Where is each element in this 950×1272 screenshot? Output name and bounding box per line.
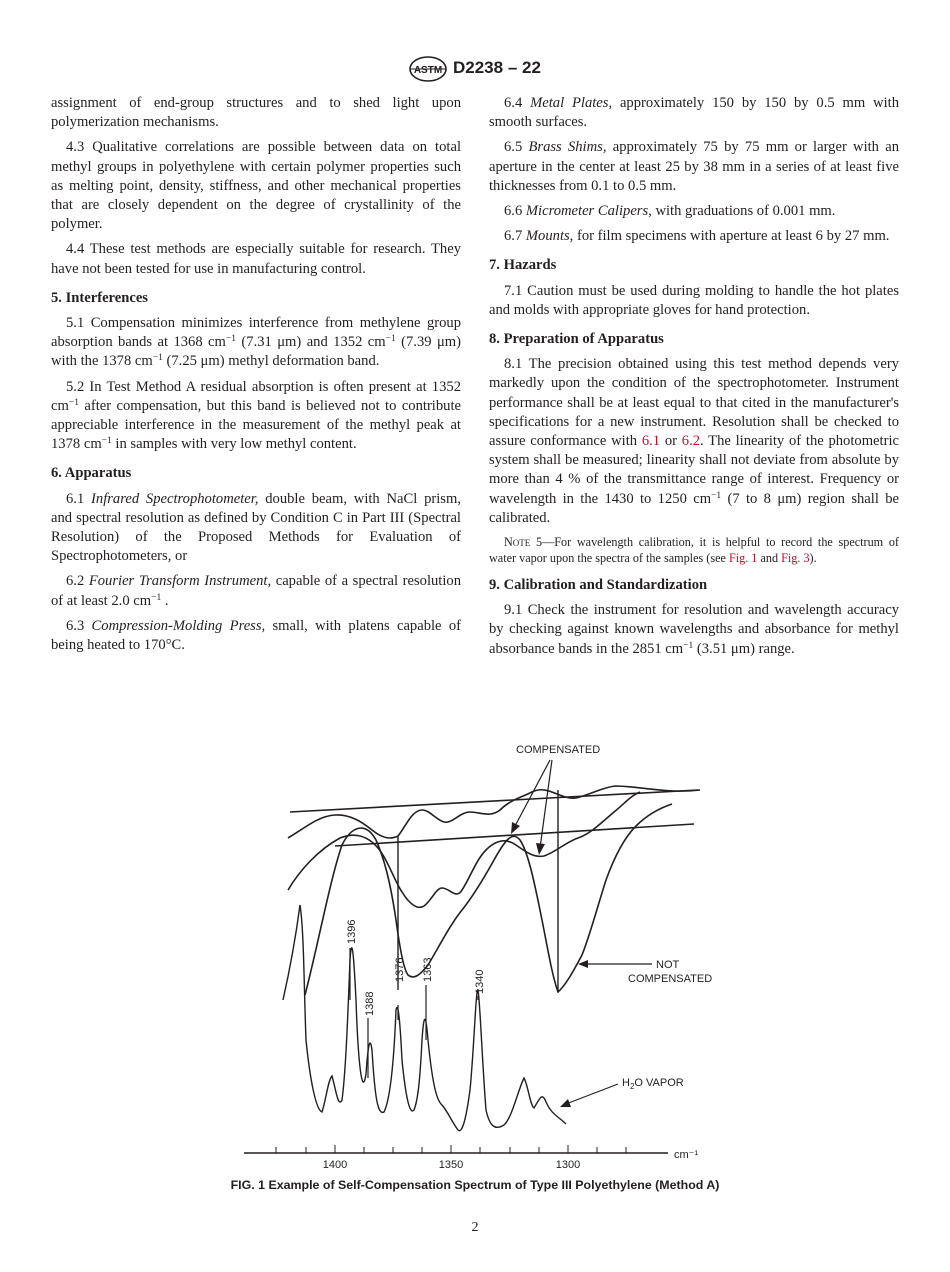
section-6-heading: 6. Apparatus [51, 465, 132, 482]
not-compensated-curve [305, 804, 672, 995]
peak-label-1388: 1388 [364, 991, 376, 1016]
paragraph-7-1: 7.1 Caution must be used during molding to handle the hot plates and molds with appropriate gloves for hand protection. [489, 282, 899, 318]
left-column [51, 94, 461, 661]
label-compensated: COMPENSATED [516, 744, 601, 756]
compensated-arrowhead-1 [511, 822, 520, 834]
paragraph-6-3: 6.3 Compression-Molding Press, small, with platens capable of being heated to 170°C. [51, 617, 461, 654]
peak-label-1340: 1340 [474, 969, 486, 994]
x-axis-unit: cm⁻¹ [674, 1149, 699, 1161]
water-vapor-spectrum [283, 905, 566, 1131]
paragraph-5-2: 5.2 In Test Method A residual absorption is often present at 1352 $cm^{-1}$ after compensation, but this band is believed not to contribute appreciable interference in the measurement of the methyl peak at 1378 $cm^{-1}$ in samples with very low methyl content. [51, 378, 461, 453]
peak-label-1396: 1396 [346, 919, 358, 944]
paragraph-6-7: 6.7 Mounts, for film specimens with aperture at least 6 by 27 mm. [504, 228, 890, 245]
paragraph-5-1: 5.1 Compensation minimizes interference from methylene group absorption bands at 1368 $cm^{-1}$ (7.31 μm) and 1352 $cm^{-1}$ (7.39 μm) with the 1378 $cm^{-1}$ (7.25 μm) methyl deformation band. [51, 315, 462, 370]
paragraph-4-2-end: assignment of end-group structures and to shed light upon polymerization mechanisms. [51, 95, 461, 131]
logo-text: ASTM [413, 65, 443, 76]
astm-logo-icon [408, 56, 448, 82]
paragraph-6-5: 6.5 Brass Shims, approximately 75 by 75 mm or larger with an aperture in the center at least 25 by 38 mm in a series of at least five thicknesses from 0.1 to 0.5 mm. [489, 139, 899, 194]
label-not-line1: NOT [656, 959, 680, 971]
label-h2o-vapor: $H_2O$ VAPOR [622, 1077, 684, 1091]
section-8-heading: 8. Preparation of Apparatus [489, 331, 664, 348]
ref-6-1-link[interactable]: 6.1 [641, 433, 661, 450]
ref-6-2-link[interactable]: 6.2 [681, 433, 701, 450]
page-number: 2 [471, 1220, 479, 1235]
ref-fig-3-link[interactable]: Fig. 3 [781, 551, 810, 566]
figure-caption: FIG. 1 Example of Self-Compensation Spectrum of Type III Polyethylene (Method A) [230, 1178, 720, 1192]
compensated-arrowhead-2 [536, 843, 545, 855]
x-tick-1350: 1350 [438, 1159, 464, 1171]
section-5-heading: 5. Interferences [51, 289, 148, 306]
h2o-vapor-arrow [566, 1084, 618, 1104]
section-9-heading: 9. Calibration and Standardization [489, 577, 708, 594]
paragraph-6-2: 6.2 Fourier Transform Instrument, capable of a spectral resolution of at least 2.0 $cm^{-1}$ . [51, 573, 461, 609]
right-column [489, 94, 899, 665]
paragraph-9-1: 9.1 Check the instrument for resolution and wavelength accuracy by checking against known wavelengths and absorbance for methyl absorbance bands in the 2851 $cm^{-1}$ (3.51 μm) range. [489, 602, 899, 657]
compensated-arrow-2 [540, 760, 552, 848]
paragraph-4-4: 4.4 These test methods are especially suitable for research. They have not been tested for use in manufacturing control. [51, 241, 461, 277]
paragraph-6-6: 6.6 Micrometer Calipers, with graduations of 0.001 mm. [504, 203, 836, 220]
paragraph-8-1: 8.1 The precision obtained using this test method depends very markedly upon the condition of the spectrophotometer. Instrument performance shall be at least equal to that cited in the manufacturer's specifications for a new instrument. Resolution shall be checked to assure conformance with 6.1 or 6.2. The linearity of the photometric system shall be measured; linearity shall not deviate from absolute by more than 4 % of the transmittance range of interest. Frequency or wavelength in the 1430 to 1250 $cm^{-1}$ (7 to 8 μm) region shall be calibrated. [489, 356, 899, 526]
paragraph-4-3: 4.3 Qualitative correlations are possible between data on total methyl groups in polyethylene with certain polymer properties such as melting point, density, stiffness, and other mechanical properties that are closely dependent on the degree of crystallinity of the polymer. [51, 139, 461, 233]
peak-label-1363: 1363 [422, 957, 434, 982]
figure-1-spectrum [0, 730, 950, 1190]
ref-fig-1-link[interactable]: Fig. 1 [728, 551, 758, 566]
h2o-vapor-arrowhead [560, 1099, 571, 1107]
page-header [0, 56, 950, 84]
label-not-line2: COMPENSATED [628, 973, 713, 985]
document-id: D2238 – 22 [453, 58, 541, 77]
paragraph-6-4: 6.4 Metal Plates, approximately 150 by 150 by 0.5 mm with smooth surfaces. [489, 95, 899, 131]
note-5: Note 5—For wavelength calibration, it is helpful to record the spectrum of water vapor upon the spectra of the samples (see Fig. 1 and Fig. 3). [489, 535, 899, 566]
section-7-heading: 7. Hazards [489, 257, 557, 274]
x-tick-1400: 1400 [322, 1159, 348, 1171]
x-axis-ticks [276, 1145, 626, 1153]
peak-label-1376: 1376 [394, 957, 406, 982]
x-tick-1300: 1300 [555, 1159, 581, 1171]
paragraph-6-1: 6.1 Infrared Spectrophotometer, double beam, with NaCl prism, and spectral resolution as defined by Condition C in Part III (Spectral Resolution) of the Proposed Methods for Evaluation of Spectrophotometers, or [51, 490, 461, 565]
